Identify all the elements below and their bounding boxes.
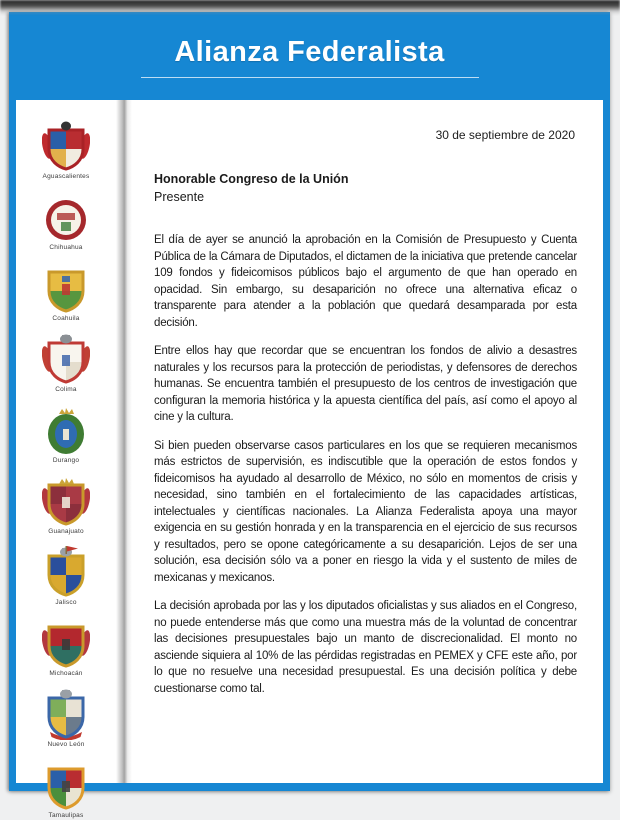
coahuila-coat-of-arms-icon	[16, 262, 116, 314]
state-item-guanajuato	[16, 475, 116, 536]
state-label: Chihuahua	[49, 244, 83, 251]
state-label: Colima	[55, 386, 77, 393]
state-label: Coahuila	[52, 315, 80, 322]
durango-coat-of-arms-icon	[16, 404, 116, 456]
state-item-tamaulipas	[16, 759, 116, 820]
state-label: Durango	[52, 457, 80, 464]
michoacan-coat-of-arms-icon	[16, 617, 116, 669]
letter-paragraph: El día de ayer se anunció la aprobación en la Comisión de Presupuesto y Cuenta Pública de la Cámara de Diputados, el dictamen de la iniciativa que pretende cancelar 109 fondos y fideicomisos públicos bajo el argumento de que han operado en opacidad. Sin embargo, su desaparición no ofrece una alternativa eficaz o transparente para atender a la población que quedará desamparada por esta decisión.	[154, 234, 577, 329]
state-label: Guanajuato	[48, 528, 84, 535]
state-item-colima	[16, 333, 116, 394]
page-fold-shadow	[116, 100, 132, 783]
letter-date: 30 de septiembre de 2020	[435, 128, 575, 142]
state-item-durango	[16, 404, 116, 465]
photo-edge-artifact	[0, 0, 620, 15]
guanajuato-coat-of-arms-icon	[16, 475, 116, 527]
letter-recipient: Honorable Congreso de la Unión	[154, 172, 349, 186]
jalisco-coat-of-arms-icon	[16, 546, 116, 598]
org-banner	[9, 12, 610, 100]
state-item-aguascalientes	[16, 120, 116, 181]
nuevo-leon-coat-of-arms-icon	[16, 688, 116, 740]
letter-paragraph: La decisión aprobada por las y los diputados oficialistas y sus aliados en el Congreso, no puede entenderse más que como una muestra más de la voluntad de concentrar las decisiones presupuestales bajo un manto de discrecionalidad. El monto no asciende siquiera al 10% de las pérdidas registradas en PEMEX y CFE este año, por lo que no resuelve una necesidad presupuestal. Es una decisión política y debe cuestionarse como tal.	[154, 600, 577, 695]
colima-coat-of-arms-icon	[16, 333, 116, 385]
state-item-nuevo-leon	[16, 688, 116, 749]
state-label: Jalisco	[55, 599, 77, 606]
state-label: Nuevo León	[47, 741, 85, 748]
org-title: Alianza Federalista	[174, 35, 445, 68]
letter-salutation: Presente	[154, 190, 205, 204]
chihuahua-coat-of-arms-icon	[16, 191, 116, 243]
letter-body	[154, 232, 577, 697]
letter-paragraph: Entre ellos hay que recordar que se encuentran los fondos de alivio a desastres naturales y los recursos para la protección de periodistas, y defensores de derechos humanas. Se encuentra también el presupuesto de los centros de investigación que configuran la memoria histórica y la apuesta científica del país, así como el apoyo al cine y la cultura.	[154, 345, 577, 423]
letter-document	[9, 12, 610, 819]
aguascalientes-coat-of-arms-icon	[16, 120, 116, 172]
state-item-michoacan	[16, 617, 116, 678]
letter-content	[16, 100, 603, 819]
state-crests-sidebar	[16, 100, 116, 819]
letter-paragraph: Si bien pueden observarse casos particulares en los que se requieren mecanismos más estrictos de supervisión, es indiscutible que la operación de estos fondos y fideicomisos ha ayudado al desarrollo de México, no sólo en momentos de crisis y necesidad, sino también en el fortalecimiento de las capacidades artísticas, intelectuales y científicas nacionales. La Alianza Federalista apoya una mayor exigencia en su gestión honrada y en la transparencia en el ejercicio de sus recursos y resultados, pero se opone categóricamente a su desaparición. Lejos de ser una solución, esa decisión sólo va a poner en riesgo la vida y el sustento de miles de mexicanas y mexicanos.	[154, 439, 577, 584]
state-item-chihuahua	[16, 191, 116, 252]
letter-main	[132, 100, 603, 783]
tamaulipas-coat-of-arms-icon	[16, 759, 116, 811]
state-item-jalisco	[16, 546, 116, 607]
state-label: Tamaulipas	[48, 812, 84, 819]
state-label: Michoacán	[49, 670, 83, 677]
banner-underline	[141, 77, 479, 78]
state-item-coahuila	[16, 262, 116, 323]
state-label: Aguascalientes	[42, 173, 90, 180]
